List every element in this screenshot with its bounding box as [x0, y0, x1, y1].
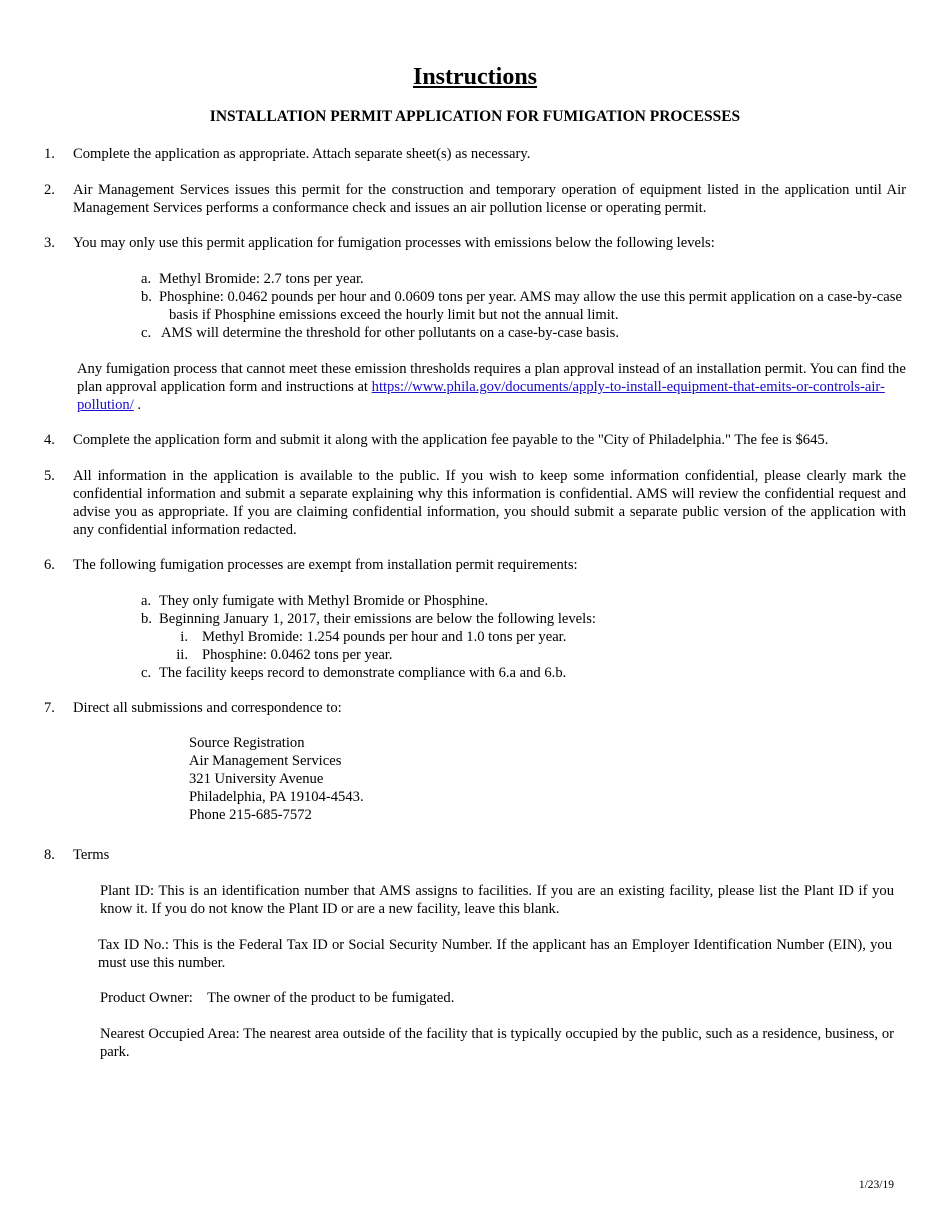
item-text: Complete the application form and submit it along with the application fee payable to the "City of Philadelphia." The fee is $645.: [73, 432, 829, 448]
sub-item-6b-ii: [170, 646, 870, 664]
sub-text: Phosphine: 0.0462 pounds per hour and 0.0609 tons per year. AMS may allow the use this permit application on a case-by-case basis if Phosphine emissions exceed the hourly limit but not the annual limit.: [159, 289, 902, 323]
list-item-3: [44, 234, 906, 252]
sub-item-3b: [141, 288, 906, 324]
item-number: 2.: [44, 182, 55, 198]
sub-text: Beginning January 1, 2017, their emissions are below the following levels:: [159, 611, 596, 627]
item-text: Direct all submissions and correspondence to:: [73, 700, 342, 716]
term-nearest-occupied-area: Nearest Occupied Area: The nearest area outside of the facility that is typically occupied by the public, such as a residence, business, or park.: [100, 1026, 894, 1060]
list-item-5: [44, 467, 906, 539]
item-text: You may only use this permit application for fumigation processes with emissions below the following levels:: [73, 235, 715, 251]
list-item-7: [44, 699, 906, 717]
term-tax-id: Tax ID No.: This is the Federal Tax ID or Social Security Number. If the applicant has an Employer Identification Number (EIN), you must use this number.: [98, 937, 892, 971]
mailing-address: [189, 734, 589, 824]
sub-label: b.: [141, 611, 152, 627]
page-subtitle: INSTALLATION PERMIT APPLICATION FOR FUMIGATION PROCESSES: [209, 108, 741, 125]
item-number: 3.: [44, 235, 55, 251]
item-text: Terms: [73, 847, 110, 863]
note-text: Any fumigation process that cannot meet these emission thresholds requires a plan approval instead of an installation permit. You can find the plan approval application form and instructions at: [77, 361, 906, 395]
term-plant-id: Plant ID: This is an identification number that AMS assigns to facilities. If you are an existing facility, please list the Plant ID if you know it. If you do not know the Plant ID or are a new facility, leave this blank.: [100, 883, 894, 917]
sub-label: a.: [141, 593, 152, 609]
item-number: 7.: [44, 700, 55, 716]
sub-item-6c: [141, 664, 906, 682]
term-product-owner: Product Owner: The owner of the product to be fumigated.: [100, 990, 455, 1006]
list-item-6: [44, 556, 906, 574]
item-text: Complete the application as appropriate. Attach separate sheet(s) as necessary.: [73, 146, 531, 162]
list-item-8: [44, 846, 906, 864]
item-number: 4.: [44, 432, 55, 448]
sub-label: c.: [141, 325, 152, 341]
sub-item-6a: [141, 592, 906, 610]
item-text: All information in the application is available to the public. If you wish to keep some information confidential, please clearly mark the confidential information and submit a separate explaining why this information is confidential. AMS will review the confidential request and advise you as appropriate. If you are claiming confidential information, you should submit a separate public version of the application with any confidential information redacted.: [73, 468, 906, 538]
sub-label: a.: [141, 271, 152, 287]
sub-text: They only fumigate with Methyl Bromide or Phosphine.: [159, 593, 489, 609]
plan-approval-note: [77, 360, 906, 414]
item-text: Air Management Services issues this permit for the construction and temporary operation of equipment listed in the application until Air Management Services performs a conformance check and issues an air pollution license or operating permit.: [73, 182, 906, 216]
sub-text: Methyl Bromide: 2.7 tons per year.: [159, 271, 364, 287]
item-text: The following fumigation processes are exempt from installation permit requirements:: [73, 557, 578, 573]
sub-item-3a: [141, 270, 906, 288]
item-number: 6.: [44, 557, 55, 573]
sub-item-6b-i: [170, 628, 870, 646]
address-line: Philadelphia, PA 19104-4543.: [189, 789, 364, 805]
list-item-2: [44, 181, 906, 217]
address-line: Source Registration: [189, 735, 305, 751]
sub-item-3c: [141, 324, 906, 342]
item-number: 5.: [44, 468, 55, 484]
sub-item-6b: [141, 610, 906, 628]
revision-date: 1/23/19: [858, 1179, 894, 1191]
address-line: Air Management Services: [189, 753, 342, 769]
sub-label: b.: [141, 289, 152, 305]
sub-text: Phosphine: 0.0462 tons per year.: [202, 647, 393, 663]
sub-text: AMS will determine the threshold for other pollutants on a case-by-case basis.: [161, 325, 619, 341]
note-after: .: [133, 397, 142, 413]
plan-approval-link[interactable]: https://www.phila.gov/documents/apply-to-install-equipment-that-emits-or-controls-air-pollution/: [77, 379, 885, 413]
list-item-4: [44, 431, 906, 449]
page-title: Instructions: [412, 64, 538, 90]
sub-text: The facility keeps record to demonstrate compliance with 6.a and 6.b.: [159, 665, 567, 681]
sub-label: i.: [180, 629, 188, 645]
item-number: 8.: [44, 847, 55, 863]
sub-label: c.: [141, 665, 152, 681]
item-number: 1.: [44, 146, 55, 162]
address-line: 321 University Avenue: [189, 771, 324, 787]
sub-text: Methyl Bromide: 1.254 pounds per hour and 1.0 tons per year.: [202, 629, 567, 645]
sub-label: ii.: [176, 647, 188, 663]
phone-number: Phone 215-685-7572: [189, 807, 312, 823]
list-item-1: [44, 145, 906, 163]
